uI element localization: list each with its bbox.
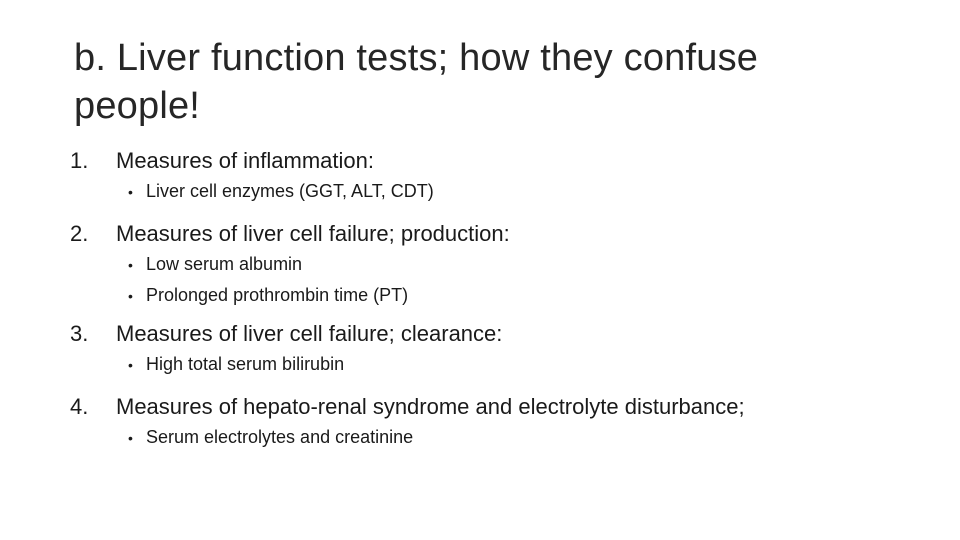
item-heading: Measures of liver cell failure; clearance:: [116, 321, 503, 346]
item-heading: Measures of hepato-renal syndrome and electrolyte disturbance;: [116, 394, 745, 419]
list-item-3: [70, 319, 930, 380]
item-number: 3.: [70, 321, 89, 346]
bullet-icon: •: [128, 430, 133, 446]
sub-bullet-text: Prolonged prothrombin time (PT): [146, 285, 409, 305]
sub-bullet-text: Liver cell enzymes (GGT, ALT, CDT): [146, 181, 434, 201]
item-number: 4.: [70, 394, 89, 419]
item-heading: Measures of inflammation:: [116, 148, 374, 173]
bullet-icon: •: [128, 184, 133, 200]
list-item-4: [70, 392, 930, 453]
sub-bullet: [128, 349, 930, 380]
item-number: 2.: [70, 221, 89, 246]
list-item-1: [70, 146, 930, 207]
sub-bullet: [128, 176, 930, 207]
bullet-icon: •: [128, 288, 133, 304]
sub-bullet: [128, 249, 930, 280]
item-heading: Measures of liver cell failure; production:: [116, 221, 510, 246]
list-item-2: [70, 219, 930, 311]
slide-title: b. Liver function tests; how they confuse people!: [74, 37, 759, 127]
bullet-icon: •: [128, 357, 133, 373]
sub-bullet-text: Low serum albumin: [146, 254, 303, 274]
sub-bullet-text: High total serum bilirubin: [146, 354, 345, 374]
sub-bullet-text: Serum electrolytes and creatinine: [146, 427, 414, 447]
item-number: 1.: [70, 148, 89, 173]
bullet-icon: •: [128, 257, 133, 273]
sub-bullet: [128, 280, 930, 311]
sub-bullet: [128, 422, 930, 453]
